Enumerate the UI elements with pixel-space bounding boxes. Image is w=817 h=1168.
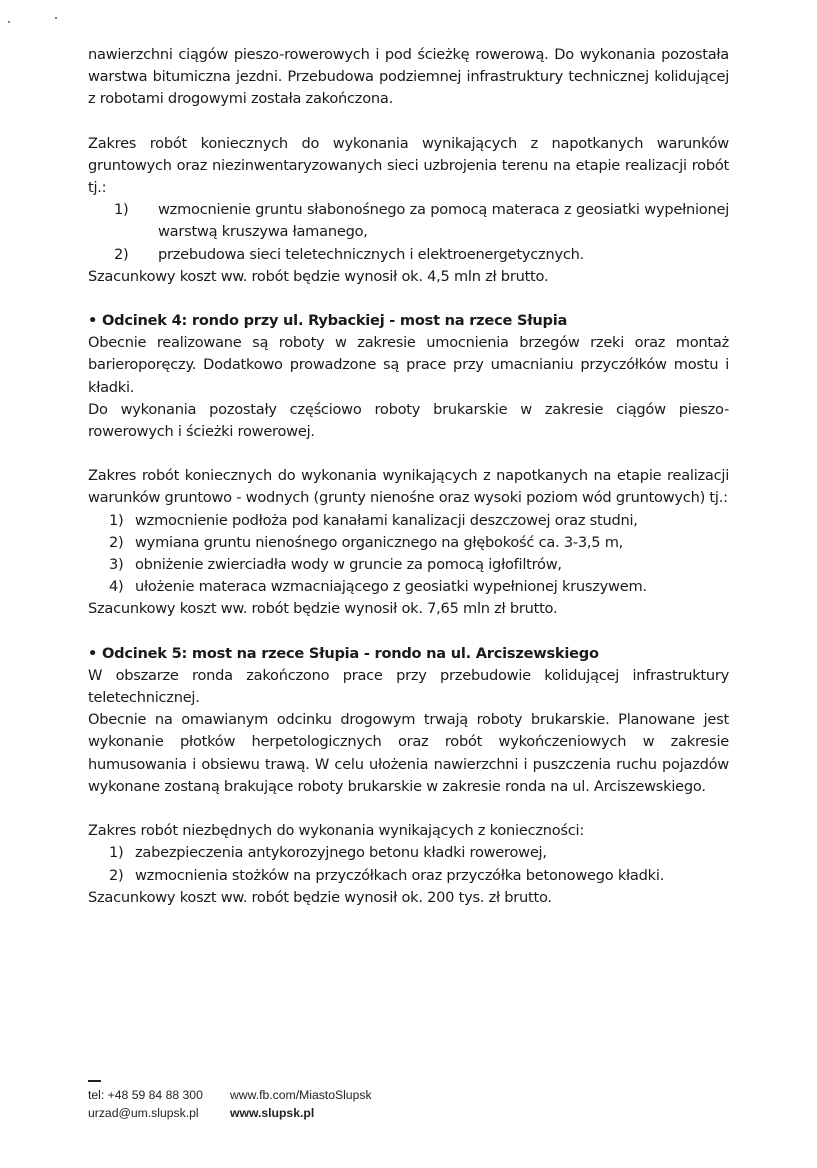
footer-phone: tel: +48 59 84 88 300 [88, 1087, 203, 1102]
paragraph: Obecnie na omawianym odcinku drogowym trwają roboty brukarskie. Planowane jest wykonanie płotków herpetologicznych oraz robót wykończeniowych w zakresie humusowania i obsiewu trawą. W celu ułożenia nawierzchni i puszczenia ruchu pojazdów wykonane zostaną brakujące roboty brukarskie w zakresie ronda na ul. Arciszewskiego. [88, 711, 729, 795]
scan-speck [8, 21, 10, 23]
list-number: 4) [109, 578, 124, 596]
list-number: 1) [114, 201, 129, 219]
section-4 [88, 310, 729, 621]
paragraph: Obecnie realizowane są roboty w zakresie umocnienia brzegów rzeki oraz montaż barieroporęczy. Dodatkowo prowadzone są prace przy umacnianiu przyczółków mostu i kładki. [88, 334, 729, 396]
scan-speck [55, 17, 57, 19]
document-page [88, 44, 729, 909]
list-item [88, 510, 729, 532]
cost-estimate: Szacunkowy koszt ww. robót będzie wynosił ok. 4,5 mln zł brutto. [88, 267, 549, 285]
list-text: wymiana gruntu nienośnego organicznego na głębokość ca. 3-3,5 m, [135, 533, 624, 551]
cost-estimate: Szacunkowy koszt ww. robót będzie wynosił ok. 200 tys. zł brutto. [88, 888, 552, 906]
scope-intro: Zakres robót koniecznych do wykonania wynikających z napotkanych na etapie realizacji warunków gruntowo - wodnych (grunty nienośne oraz wysoki poziom wód gruntowych) tj.: [88, 467, 729, 507]
list-number: 2) [114, 245, 129, 263]
list-item [88, 532, 729, 554]
footer-website-link[interactable]: www.slupsk.pl [230, 1105, 315, 1120]
scope-intro: Zakres robót niezbędnych do wykonania wynikających z konieczności: [88, 822, 585, 840]
list-number: 3) [109, 556, 124, 574]
section-5 [88, 643, 729, 909]
section-3-scope [88, 133, 729, 288]
list-item [88, 554, 729, 576]
scope-list [88, 199, 729, 266]
cost-estimate: Szacunkowy koszt ww. robót będzie wynosił ok. 7,65 mln zł brutto. [88, 600, 558, 618]
scope-intro: Zakres robót koniecznych do wykonania wynikających z napotkanych warunków gruntowych oraz niezinwentaryzowanych sieci uzbrojenia terenu na etapie realizacji robót tj.: [88, 134, 729, 197]
scope-list [88, 842, 729, 886]
footer-divider [88, 1080, 101, 1082]
intro-paragraph: nawierzchni ciągów pieszo-rowerowych i pod ścieżkę rowerową. Do wykonania pozostała warstwa bitumiczna jezdni. Przebudowa podziemnej infrastruktury technicznej kolidującej z robotami drogowymi została zakończona. [88, 46, 729, 108]
list-text: wzmocnienie podłoża pod kanałami kanalizacji deszczowej oraz studni, [135, 511, 638, 529]
scope-list [88, 510, 729, 599]
list-text: wzmocnienia stożków na przyczółkach oraz przyczółka betonowego kładki. [135, 866, 665, 884]
page-footer [88, 1080, 372, 1122]
heading-text: Odcinek 5: most na rzece Słupia - rondo na ul. Arciszewskiego [102, 644, 599, 662]
heading-text: Odcinek 4: rondo przy ul. Rybackiej - most na rzece Słupia [102, 312, 568, 330]
footer-facebook-link[interactable]: www.fb.com/MiastoSlupsk [230, 1087, 372, 1102]
list-number: 1) [109, 511, 124, 529]
list-item [88, 244, 729, 266]
section-heading [88, 643, 729, 665]
list-text: wzmocnienie gruntu słabonośnego za pomocą materaca z geosiatki wypełnionej warstwą kruszywa łamanego, [158, 201, 729, 241]
paragraph: W obszarze ronda zakończono prace przy przebudowie kolidującej infrastruktury teletechnicznej. [88, 666, 729, 707]
list-text: obniżenie zwierciadła wody w gruncie za pomocą igłofiltrów, [135, 556, 562, 574]
bullet-icon: • [88, 312, 98, 330]
bullet-icon: • [88, 644, 98, 662]
section-heading [88, 310, 729, 332]
list-text: ułożenie materaca wzmacniającego z geosiatki wypełnionej kruszywem. [135, 578, 647, 596]
list-item [88, 865, 729, 887]
paragraph: Do wykonania pozostały częściowo roboty brukarskie w zakresie ciągów pieszo-rowerowych i ścieżki rowerowej. [88, 400, 729, 441]
list-item [88, 842, 729, 864]
list-text: przebudowa sieci teletechnicznych i elektroenergetycznych. [158, 245, 584, 263]
list-number: 1) [109, 844, 124, 862]
list-text: zabezpieczenia antykorozyjnego betonu kładki rowerowej, [135, 844, 547, 862]
list-number: 2) [109, 533, 124, 551]
list-item [88, 199, 729, 243]
footer-email-link[interactable]: urzad@um.slupsk.pl [88, 1105, 199, 1120]
list-item [88, 576, 729, 598]
list-number: 2) [109, 866, 124, 884]
